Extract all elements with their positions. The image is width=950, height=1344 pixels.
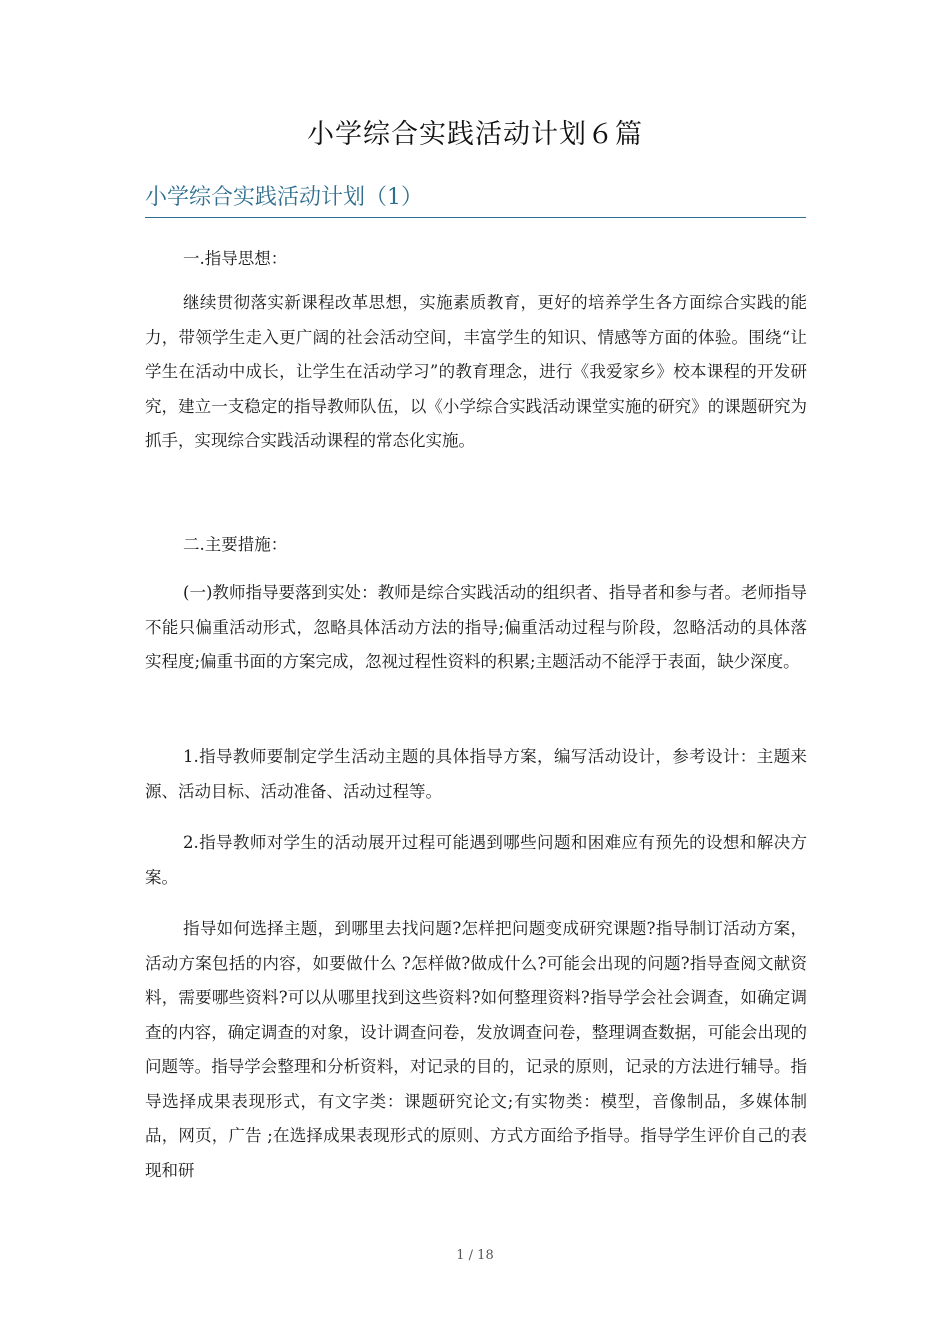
- paragraph-item-2: 2.指导教师对学生的活动展开过程可能遇到哪些问题和困难应有预先的设想和解决方案。: [145, 833, 807, 887]
- paragraph-guiding-thought-heading: 一.指导思想：: [183, 249, 288, 268]
- page-indicator: 1 / 18: [456, 1248, 494, 1263]
- paragraph-main-measures-heading: 二.主要措施：: [183, 535, 288, 554]
- paragraph-item-1: 1.指导教师要制定学生活动主题的具体指导方案，编写活动设计，参考设计：主题来源、活动目标、活动准备、活动过程等。: [145, 747, 807, 801]
- paragraph-guidance-details: 指导如何选择主题，到哪里去找问题?怎样把问题变成研究课题?指导制订活动方案，活动方案包括的内容，如要做什么 ?怎样做?做成什么?可能会出现的问题?指导查阅文献资料，需要哪些资料?可以从哪里找到这些资料?如何整理资料?指导学会社会调查，如确定调查的内容，确定调查的对象，设计调查问卷，发放调查问卷，整理调查数据，可能会出现的问题等。指导学会整理和分析资料，对记录的目的，记录的原则，记录的方法进行辅导。指导选择成果表现形式，有文字类：课题研究论文;有实物类：模型，音像制品，多媒体制品，网页，广告 ;在选择成果表现形式的原则、方式方面给予指导。指导学生评价自己的表现和研: [145, 919, 807, 1180]
- section-heading: 小学综合实践活动计划（1）: [145, 180, 806, 218]
- document-title: 小学综合实践活动计划６篇: [307, 119, 643, 150]
- paragraph-teacher-guidance: (一)教师指导要落到实处：教师是综合实践活动的组织者、指导者和参与者。老师指导不能只偏重活动形式，忽略具体活动方法的指导;偏重活动过程与阶段，忽略活动的具体落实程度;偏重书面的方案完成，忽视过程性资料的积累;主题活动不能浮于表面，缺少深度。: [145, 583, 807, 671]
- paragraph-guiding-thought: 继续贯彻落实新课程改革思想，实施素质教育，更好的培养学生各方面综合实践的能力，带领学生走入更广阔的社会活动空间，丰富学生的知识、情感等方面的体验。围绕“让学生在活动中成长，让学生在活动学习”的教育理念，进行《我爱家乡》校本课程的开发研究，建立一支稳定的指导教师队伍，以《小学综合实践活动课堂实施的研究》的课题研究为抓手，实现综合实践活动课程的常态化实施。: [145, 293, 807, 450]
